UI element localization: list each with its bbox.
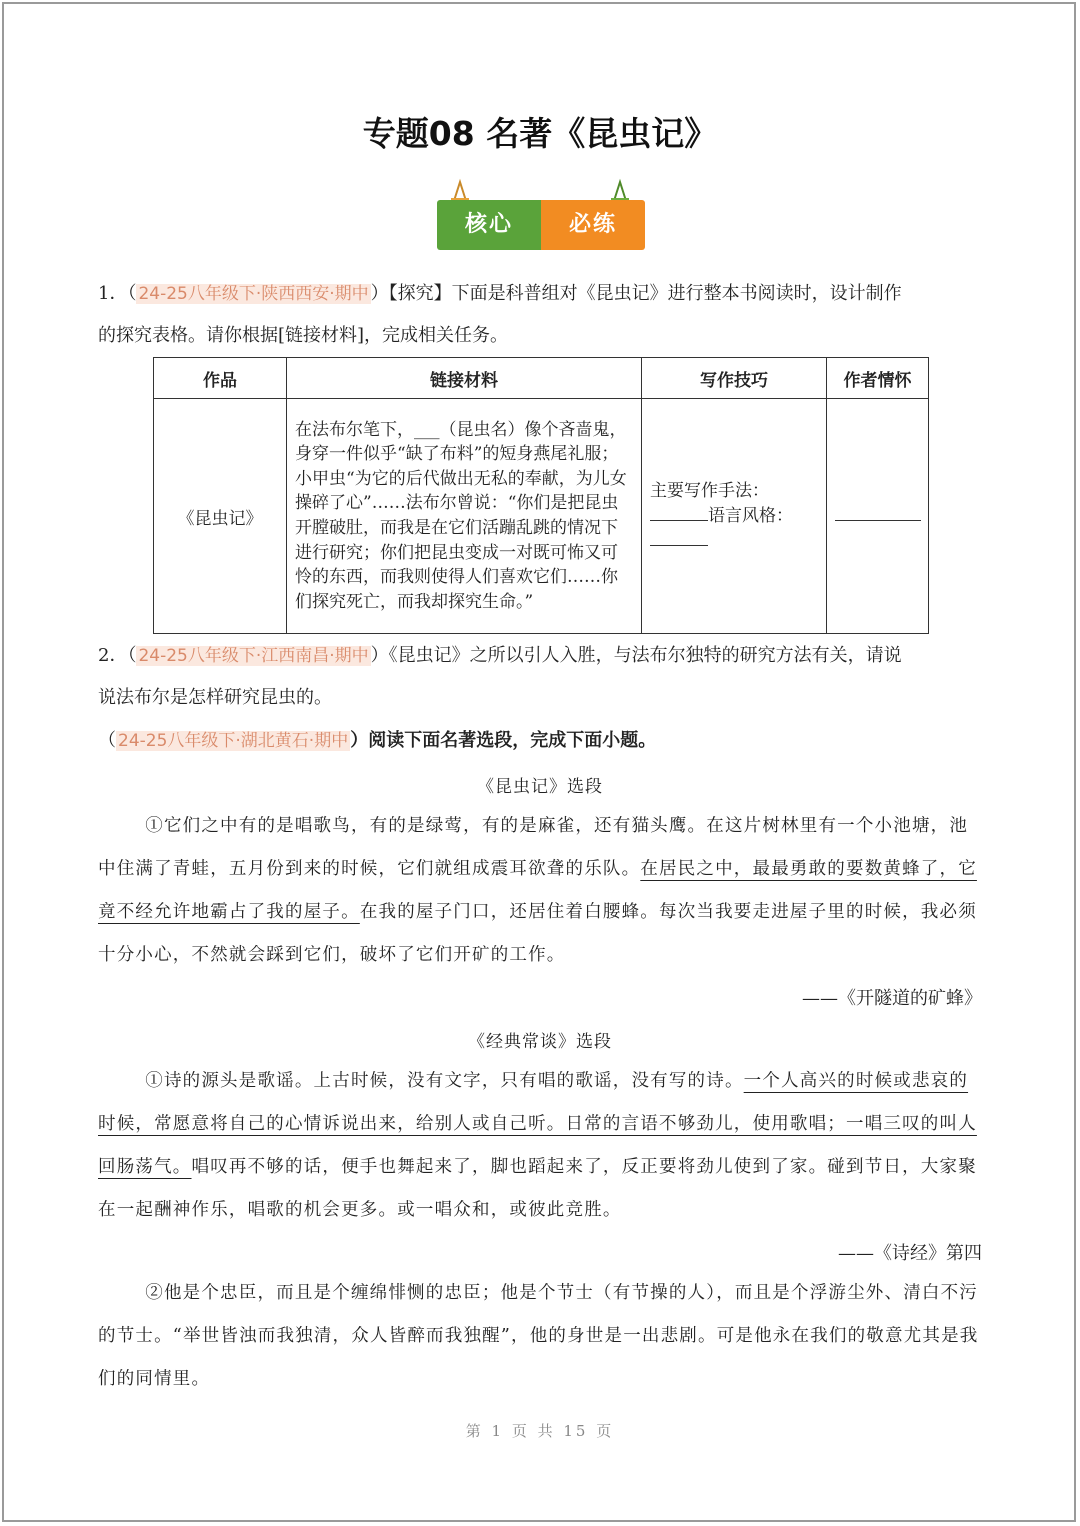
underlined-text: 在居民之中，最最勇敢的要数黄蜂了，它竟不经允许地霸占了我的屋子。	[98, 859, 977, 922]
source-tag: 24-25八年级下·江西南昌·期中	[138, 646, 369, 666]
excerpt-source: ——《诗经》第四	[838, 1243, 982, 1264]
answer-blank[interactable]	[650, 520, 708, 521]
technique-cell: 主要写作手法： 语言风格：	[642, 399, 827, 634]
excerpt-paragraph: ②他是个忠臣，而且是个缠绵悱恻的忠臣；他是个节士（有节操的人），而且是个浮游尘外、清白不污的节士。“举世皆浊而我独清，众人皆醉而我独醒”，他的身世是一出悲剧。可是他永在我们的敬意尤其是我们的同情里。	[98, 1283, 979, 1389]
feeling-cell	[827, 399, 929, 634]
answer-blank[interactable]	[650, 545, 708, 546]
table-header: 写作技巧	[642, 358, 827, 399]
source-tag: 24-25八年级下·湖北黄石·期中	[118, 731, 349, 751]
excerpt-heading: 《昆虫记》选段	[477, 777, 603, 797]
question-1: 1．（ 24-25八年级下·陕西西安·期中 ）【探究】下面是科普组对《昆虫记》进行整本书阅读时，设计制作 的探究表格。请你根据[链接材料]，完成相关任务。	[98, 283, 902, 346]
answer-blank[interactable]	[835, 520, 921, 521]
page-title: 专题08 名著《昆虫记》	[362, 114, 718, 153]
question-2: 2．（ 24-25八年级下·江西南昌·期中 ）《昆虫记》之所以引人入胜，与法布尔独特的研究方法有关，请说 说法布尔是怎样研究昆虫的。	[98, 645, 902, 708]
excerpt-paragraph: ①诗的源头是歌谣。上古时候，没有文字，只有唱的歌谣，没有写的诗。一个人高兴的时候或悲哀的时候，常愿意将自己的心情诉说出来，给别人或自己听。日常的言语不够劲儿，使用歌唱；一唱三叹的叫人回肠荡气。唱叹再不够的话，便手也舞起来了，脚也蹈起来了，反正要将劲儿使到了家。碰到节日，大家聚在一起酬神作乐，唱歌的机会更多。或一唱众和，或彼此竞胜。	[98, 1071, 977, 1220]
question-3-intro: （ 24-25八年级下·湖北黄石·期中 ）阅读下面名著选段，完成下面小题。	[98, 730, 657, 751]
banner-right: 必练	[541, 200, 645, 250]
material-cell: 在法布尔笔下，___（昆虫名）像个吝啬鬼，身穿一件似乎“缺了布料”的短身燕尾礼服；小甲虫“为它的后代做出无私的奉献，为儿女操碎了心”……法布尔曾说：“你们是把昆虫开膛破肚，而我是在它们活蹦乱跳的情况下进行研究；你们把昆虫变成一对既可怖又可怜的东西，而我则使得人们喜欢它们……你们探究死亡，而我却探究生命。”	[287, 399, 642, 634]
excerpt-source: ——《开隧道的矿蜂》	[802, 988, 982, 1009]
excerpt-heading: 《经典常谈》选段	[468, 1032, 612, 1052]
table-header: 链接材料	[287, 358, 642, 399]
work-cell: 《昆虫记》	[154, 399, 287, 634]
underlined-text: 一个人高兴的时候或悲哀的时候，常愿意将自己的心情诉说出来，给别人或自己听。日常的言语不够劲儿，使用歌唱；一唱三叹的叫人回肠荡气。	[98, 1071, 977, 1177]
core-practice-banner	[437, 178, 645, 254]
banner-left: 核心	[437, 200, 541, 250]
table-header: 作者情怀	[827, 358, 929, 399]
source-tag: 24-25八年级下·陕西西安·期中	[138, 284, 369, 304]
excerpt-paragraph: ①它们之中有的是唱歌鸟，有的是绿莺，有的是麻雀，还有猫头鹰。在这片树林里有一个小池塘，池中住满了青蛙，五月份到来的时候，它们就组成震耳欲聋的乐队。在居民之中，最最勇敢的要数黄蜂了，它竟不经允许地霸占了我的屋子。在我的屋子门口，还居住着白腰蜂。每次当我要走进屋子里的时候，我必须十分小心，不然就会踩到它们，破坏了它们开矿的工作。	[98, 816, 977, 965]
table-header: 作品	[154, 358, 287, 399]
page-number: 第 1 页 共 15 页	[465, 1422, 615, 1440]
inquiry-table	[153, 357, 929, 634]
